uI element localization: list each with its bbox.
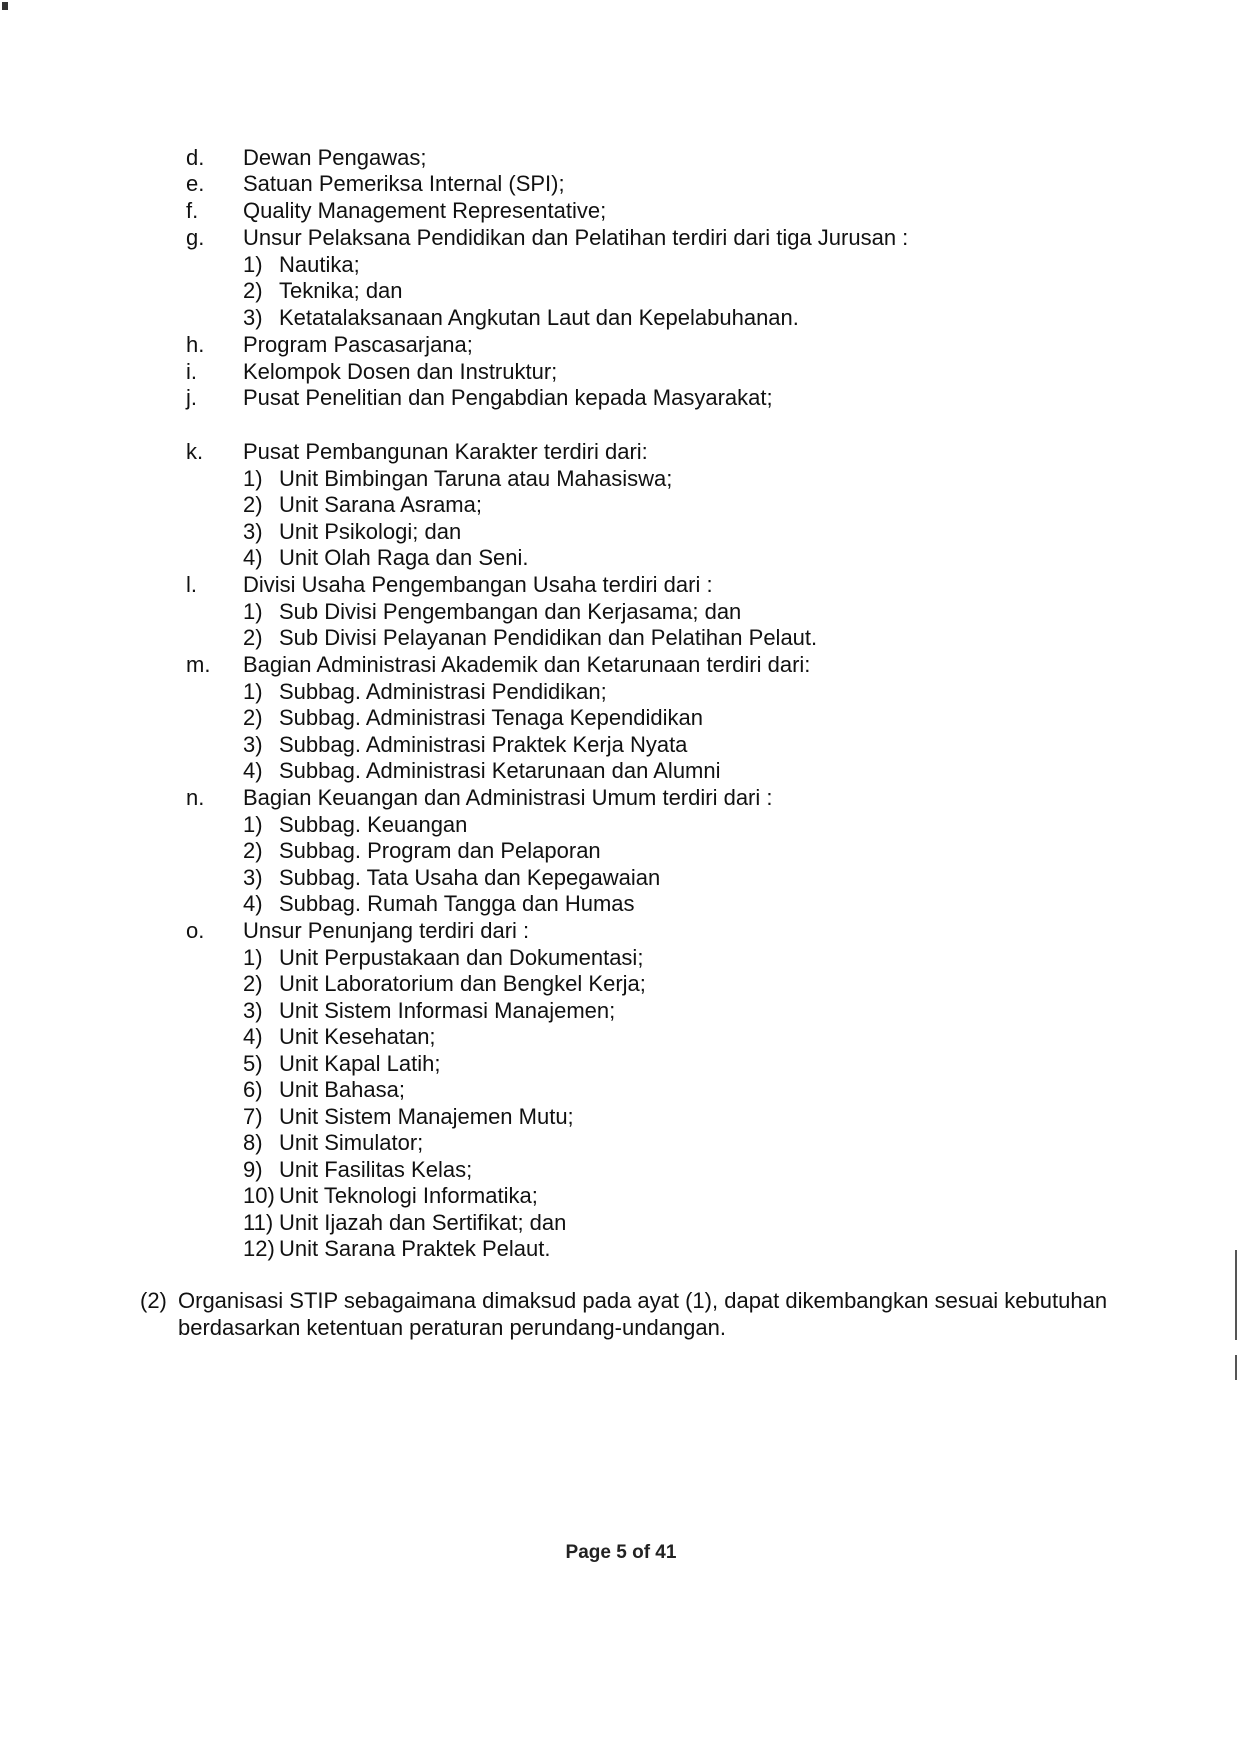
sub-item-number: 2) bbox=[243, 625, 263, 650]
list-item-letter: j. bbox=[186, 385, 197, 410]
sub-item-text: Subbag. Keuangan bbox=[279, 811, 468, 837]
list-item-body bbox=[243, 359, 557, 386]
sub-item bbox=[243, 865, 773, 892]
sub-item bbox=[243, 679, 810, 706]
sub-item-number: 10) bbox=[243, 1183, 275, 1208]
sub-item-text: Subbag. Rumah Tangga dan Humas bbox=[279, 891, 635, 916]
sub-item-number: 3) bbox=[243, 997, 263, 1023]
sub-item bbox=[243, 1024, 646, 1051]
sub-item bbox=[243, 1130, 646, 1157]
list-item-body bbox=[243, 198, 606, 225]
sub-item-number: 5) bbox=[243, 1050, 263, 1076]
sub-item-number: 3) bbox=[243, 731, 263, 757]
sub-item-number: 4) bbox=[243, 891, 263, 916]
sub-item-text: Subbag. Program dan Pelaporan bbox=[279, 838, 601, 863]
sub-item-text: Sub Divisi Pengembangan dan Kerjasama; dan bbox=[279, 598, 742, 624]
sub-item-number: 3) bbox=[243, 864, 263, 890]
list-item-letter: o. bbox=[186, 918, 205, 943]
list-item-body bbox=[243, 918, 646, 1263]
sub-item bbox=[243, 1051, 646, 1078]
list-item-text: Bagian Administrasi Akademik dan Ketarunaan terdiri dari: bbox=[243, 652, 811, 677]
list-item-body bbox=[243, 145, 426, 172]
sub-item bbox=[243, 838, 773, 865]
list-item-text: Dewan Pengawas; bbox=[243, 145, 427, 170]
list-item-body bbox=[243, 572, 817, 652]
sub-item-number: 1) bbox=[243, 251, 263, 277]
sub-item bbox=[243, 945, 646, 972]
sub-item-text: Nautika; bbox=[279, 251, 360, 277]
sub-item bbox=[243, 998, 646, 1025]
sub-item-number: 2) bbox=[243, 705, 263, 730]
sub-item bbox=[243, 758, 810, 785]
sub-item-number: 4) bbox=[243, 1024, 263, 1049]
list-item-letter: l. bbox=[186, 572, 197, 597]
list-item-letter: f. bbox=[186, 198, 199, 223]
sub-item-text: Unit Fasilitas Kelas; bbox=[279, 1156, 473, 1182]
list-item-letter: h. bbox=[186, 332, 205, 357]
sub-item bbox=[243, 1104, 646, 1131]
sub-item-text: Sub Divisi Pelayanan Pendidikan dan Pelatihan Pelaut. bbox=[279, 625, 818, 650]
sub-item bbox=[243, 812, 773, 839]
sub-item-number: 2) bbox=[243, 838, 263, 863]
sub-item-number: 3) bbox=[243, 304, 263, 330]
sub-item bbox=[243, 1157, 646, 1184]
sub-item-text: Unit Kesehatan; bbox=[279, 1024, 436, 1049]
sub-item-text: Unit Sistem Informasi Manajemen; bbox=[279, 997, 616, 1023]
list-item-letter: i. bbox=[186, 359, 197, 384]
list-item-body bbox=[243, 332, 473, 359]
paragraph-line: Organisasi STIP sebagaimana dimaksud pada ayat (1), dapat dikembangkan sesuai kebutuhan bbox=[178, 1288, 1108, 1313]
paragraph-number: (2) bbox=[140, 1288, 167, 1313]
paragraph-text bbox=[178, 1287, 1107, 1341]
sub-item-text: Subbag. Administrasi Tenaga Kependidikan bbox=[279, 705, 704, 730]
sub-item-text: Unit Simulator; bbox=[279, 1130, 424, 1155]
list-item-text: Program Pascasarjana; bbox=[243, 332, 473, 357]
sub-item-text: Unit Bimbingan Taruna atau Mahasiswa; bbox=[279, 465, 673, 491]
sub-item bbox=[243, 891, 773, 918]
sub-item bbox=[243, 625, 817, 652]
list-item-body bbox=[243, 171, 565, 198]
list-item-body bbox=[243, 385, 773, 412]
sub-item-number: 1) bbox=[243, 811, 263, 837]
list-item-letter: n. bbox=[186, 785, 205, 810]
sub-item-text: Unit Sarana Asrama; bbox=[279, 492, 482, 517]
list-item-text: Pusat Penelitian dan Pengabdian kepada Masyarakat; bbox=[243, 385, 773, 410]
sub-item bbox=[243, 466, 672, 493]
sub-item-text: Teknika; dan bbox=[279, 278, 403, 303]
sub-item bbox=[243, 278, 908, 305]
sub-item-number: 1) bbox=[243, 465, 263, 491]
sub-item bbox=[243, 1210, 646, 1237]
list-item-text: Divisi Usaha Pengembangan Usaha terdiri dari : bbox=[243, 572, 713, 597]
sub-item-text: Unit Sistem Manajemen Mutu; bbox=[279, 1103, 574, 1129]
sub-item bbox=[243, 492, 672, 519]
sub-item-number: 1) bbox=[243, 944, 263, 970]
sub-item bbox=[243, 971, 646, 998]
sub-item bbox=[243, 519, 672, 546]
scan-corner-mark bbox=[2, 2, 8, 10]
sub-item bbox=[243, 599, 817, 626]
sub-item-number: 2) bbox=[243, 492, 263, 517]
list-item-body bbox=[243, 225, 908, 331]
sub-item-text: Unit Bahasa; bbox=[279, 1077, 405, 1102]
list-item-letter: e. bbox=[186, 171, 205, 196]
sub-item bbox=[243, 252, 908, 279]
list-item-text: Quality Management Representative; bbox=[243, 198, 607, 223]
list-item-text: Kelompok Dosen dan Instruktur; bbox=[243, 359, 558, 384]
sub-item-number: 3) bbox=[243, 518, 263, 544]
sub-item-number: 1) bbox=[243, 598, 263, 624]
sub-item bbox=[243, 732, 810, 759]
page-number: Page 5 of 41 bbox=[565, 1542, 677, 1563]
sub-item-text: Unit Kapal Latih; bbox=[279, 1050, 441, 1076]
sub-item-number: 6) bbox=[243, 1077, 263, 1102]
sub-item-text: Unit Olah Raga dan Seni. bbox=[279, 545, 529, 570]
sub-item-number: 12) bbox=[243, 1236, 275, 1261]
list-item-text: Satuan Pemeriksa Internal (SPI); bbox=[243, 171, 565, 196]
list-item-text: Bagian Keuangan dan Administrasi Umum terdiri dari : bbox=[243, 785, 773, 810]
sub-item-text: Unit Laboratorium dan Bengkel Kerja; bbox=[279, 971, 646, 996]
sub-item bbox=[243, 1183, 646, 1210]
sub-item-number: 9) bbox=[243, 1156, 263, 1182]
sub-item-number: 7) bbox=[243, 1103, 263, 1129]
sub-item bbox=[243, 1236, 646, 1263]
list-item-letter: g. bbox=[186, 225, 205, 250]
paragraph-line: berdasarkan ketentuan peraturan perundang-undangan. bbox=[178, 1315, 726, 1340]
sub-item-text: Unit Teknologi Informatika; bbox=[279, 1183, 538, 1208]
sub-item-text: Unit Ijazah dan Sertifikat; dan bbox=[279, 1209, 567, 1235]
sub-item-number: 4) bbox=[243, 545, 263, 570]
list-item-body bbox=[243, 785, 773, 918]
sub-item bbox=[243, 1077, 646, 1104]
scan-edge-line bbox=[1235, 1250, 1237, 1340]
list-item-text: Pusat Pembangunan Karakter terdiri dari: bbox=[243, 439, 648, 464]
sub-item-text: Subbag. Administrasi Pendidikan; bbox=[279, 678, 607, 704]
sub-item-text: Subbag. Administrasi Ketarunaan dan Alumni bbox=[279, 758, 721, 783]
sub-item-text: Unit Sarana Praktek Pelaut. bbox=[279, 1236, 551, 1261]
list-item-body bbox=[243, 652, 810, 785]
sub-item-number: 8) bbox=[243, 1130, 263, 1155]
sub-item bbox=[243, 545, 672, 572]
sub-item-text: Unit Perpustakaan dan Dokumentasi; bbox=[279, 944, 644, 970]
list-item-letter: m. bbox=[186, 652, 211, 677]
sub-item-text: Subbag. Tata Usaha dan Kepegawaian bbox=[279, 864, 661, 890]
list-item-body bbox=[243, 439, 672, 572]
sub-item-number: 2) bbox=[243, 971, 263, 996]
sub-item-text: Unit Psikologi; dan bbox=[279, 518, 462, 544]
list-item-text: Unsur Penunjang terdiri dari : bbox=[243, 918, 530, 943]
sub-item-number: 11) bbox=[243, 1209, 274, 1235]
list-item-text: Unsur Pelaksana Pendidikan dan Pelatihan terdiri dari tiga Jurusan : bbox=[243, 225, 909, 250]
sub-item-number: 4) bbox=[243, 758, 263, 783]
sub-item-number: 2) bbox=[243, 278, 263, 303]
sub-item bbox=[243, 305, 908, 332]
sub-item-number: 1) bbox=[243, 678, 263, 704]
sub-item-text: Subbag. Administrasi Praktek Kerja Nyata bbox=[279, 731, 688, 757]
scan-edge-line bbox=[1235, 1355, 1237, 1380]
sub-item bbox=[243, 705, 810, 732]
list-item-letter: k. bbox=[186, 439, 204, 464]
sub-item-text: Ketatalaksanaan Angkutan Laut dan Kepelabuhanan. bbox=[279, 304, 799, 330]
list-item-letter: d. bbox=[186, 145, 205, 170]
